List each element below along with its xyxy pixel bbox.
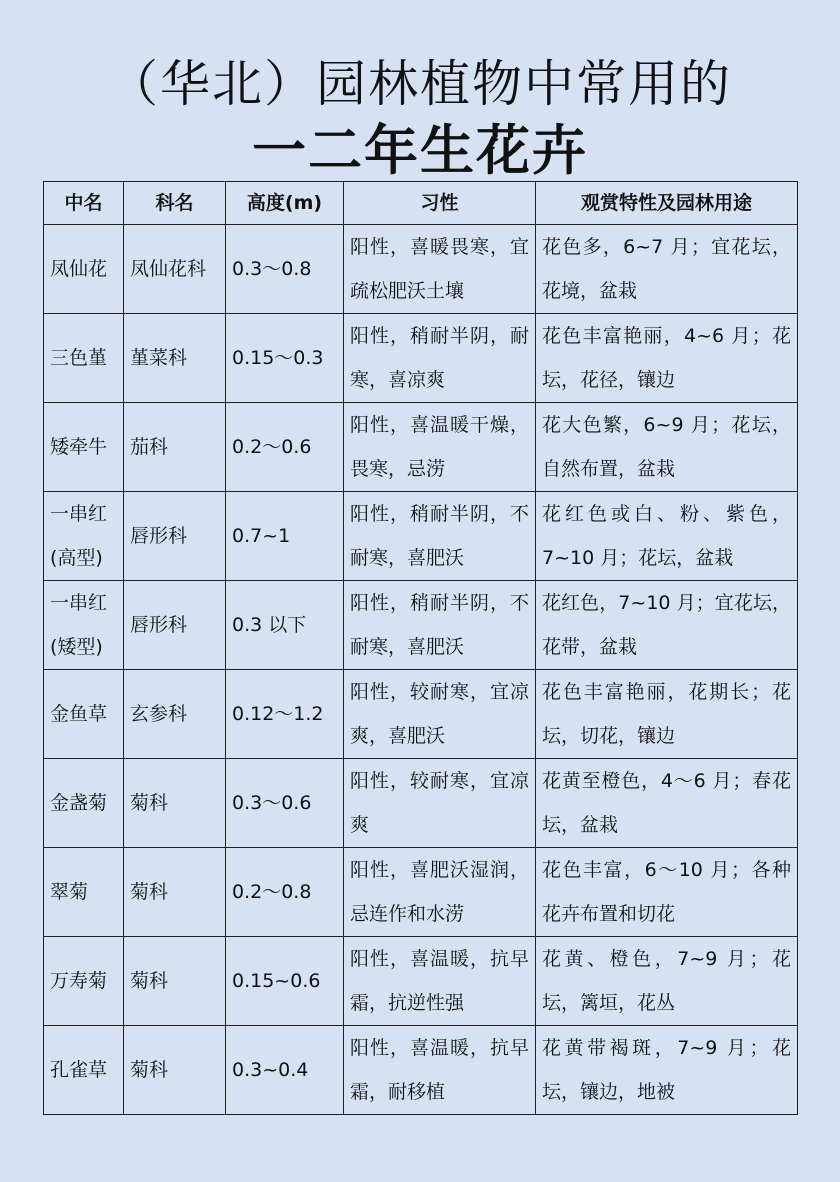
plant-name: 金盏菊 <box>44 759 124 848</box>
plant-family: 茄科 <box>124 403 226 492</box>
plant-habit: 阳性，稍耐半阴，不耐寒，喜肥沃 <box>344 581 536 670</box>
header-family: 科名 <box>124 182 226 225</box>
plant-use: 花色丰富艳丽，花期长；花坛，切花，镶边 <box>536 670 798 759</box>
plant-habit: 阳性，稍耐半阴，耐寒，喜凉爽 <box>344 314 536 403</box>
plant-name: 矮牵牛 <box>44 403 124 492</box>
table-header-row <box>44 182 798 225</box>
plant-height: 0.3～0.6 <box>226 759 344 848</box>
header-use: 观赏特性及园林用途 <box>536 182 798 225</box>
plant-use: 花红色或白、粉、紫色，7~10 月；花坛，盆栽 <box>536 492 798 581</box>
table-row <box>44 403 798 492</box>
plant-use: 花色丰富，6～10 月；各种花卉布置和切花 <box>536 848 798 937</box>
plant-height: 0.15~0.6 <box>226 937 344 1026</box>
table-row <box>44 670 798 759</box>
plant-height: 0.2～0.6 <box>226 403 344 492</box>
table-row <box>44 1026 798 1115</box>
plant-use: 花黄至橙色，4～6 月；春花坛，盆栽 <box>536 759 798 848</box>
plant-family: 菊科 <box>124 937 226 1026</box>
page-subtitle: 一二年生花卉 <box>252 119 588 182</box>
plant-use: 花色丰富艳丽，4~6 月；花坛，花径，镶边 <box>536 314 798 403</box>
plant-family: 凤仙花科 <box>124 225 226 314</box>
plant-use: 花色多，6~7 月；宜花坛，花境，盆栽 <box>536 225 798 314</box>
plant-use: 花红色，7~10 月；宜花坛，花带，盆栽 <box>536 581 798 670</box>
table-row <box>44 759 798 848</box>
plant-family: 堇菜科 <box>124 314 226 403</box>
plant-habit: 阳性，喜肥沃湿润，忌连作和水涝 <box>344 848 536 937</box>
table-row <box>44 314 798 403</box>
plant-habit: 阳性，喜温暖，抗早霜，耐移植 <box>344 1026 536 1115</box>
plant-name: 凤仙花 <box>44 225 124 314</box>
plant-height: 0.3～0.8 <box>226 225 344 314</box>
plant-habit: 阳性，稍耐半阴，不耐寒，喜肥沃 <box>344 492 536 581</box>
plant-name: 万寿菊 <box>44 937 124 1026</box>
table-row <box>44 848 798 937</box>
plant-family: 唇形科 <box>124 581 226 670</box>
plant-name: 孔雀草 <box>44 1026 124 1115</box>
plant-table <box>43 181 798 1115</box>
plant-habit: 阳性，较耐寒，宜凉爽 <box>344 759 536 848</box>
table-row <box>44 937 798 1026</box>
plant-height: 0.15～0.3 <box>226 314 344 403</box>
plant-height: 0.3~0.4 <box>226 1026 344 1115</box>
plant-family: 菊科 <box>124 759 226 848</box>
plant-height: 0.3 以下 <box>226 581 344 670</box>
plant-family: 菊科 <box>124 1026 226 1115</box>
table-body <box>44 225 798 1115</box>
table-row <box>44 581 798 670</box>
plant-height: 0.12～1.2 <box>226 670 344 759</box>
header-name: 中名 <box>44 182 124 225</box>
plant-habit: 阳性，喜暖畏寒，宜疏松肥沃土壤 <box>344 225 536 314</box>
plant-height: 0.2～0.8 <box>226 848 344 937</box>
plant-name: 翠菊 <box>44 848 124 937</box>
plant-habit: 阳性，喜温暖，抗早霜，抗逆性强 <box>344 937 536 1026</box>
plant-use: 花黄、橙色，7~9 月；花坛，篱垣，花丛 <box>536 937 798 1026</box>
table-row <box>44 492 798 581</box>
table-row <box>44 225 798 314</box>
plant-use: 花大色繁，6~9 月；花坛，自然布置，盆栽 <box>536 403 798 492</box>
plant-family: 玄参科 <box>124 670 226 759</box>
plant-habit: 阳性，较耐寒，宜凉爽，喜肥沃 <box>344 670 536 759</box>
plant-name: 一串红(矮型) <box>44 581 124 670</box>
plant-name: 金鱼草 <box>44 670 124 759</box>
plant-name: 一串红(高型) <box>44 492 124 581</box>
header-habit: 习性 <box>344 182 536 225</box>
plant-height: 0.7~1 <box>226 492 344 581</box>
plant-family: 唇形科 <box>124 492 226 581</box>
plant-habit: 阳性，喜温暖干燥，畏寒，忌涝 <box>344 403 536 492</box>
plant-use: 花黄带褐斑，7~9 月；花坛，镶边，地被 <box>536 1026 798 1115</box>
header-height: 高度(m) <box>226 182 344 225</box>
page-title: （华北）园林植物中常用的 <box>108 55 732 113</box>
plant-name: 三色堇 <box>44 314 124 403</box>
plant-family: 菊科 <box>124 848 226 937</box>
